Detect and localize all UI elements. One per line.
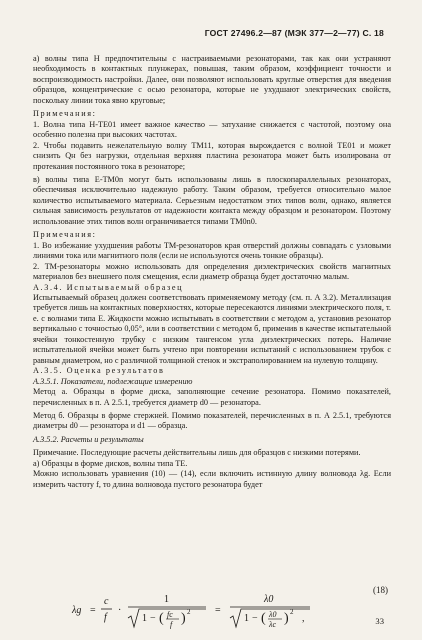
formula-minus-1: −	[150, 613, 156, 624]
formula-square-1: 2	[187, 608, 191, 616]
formula-paren-open-2: (	[261, 611, 266, 626]
page-number: 33	[375, 616, 384, 626]
section-a-3-5-heading: А.3.5. Оценка результатов	[33, 366, 165, 376]
formula-eq1: =	[90, 605, 96, 616]
formula-f-b: f	[170, 620, 173, 629]
note-1-2: 2. Чтобы подавить нежелательную волну ТМ11, которая вырождается с волной ТЕ01 и может снизить Qн без нагрузки, отдельная верхняя пластина резонатора может быть изолирована от протекания постоянного тока в резонаторе;	[33, 140, 391, 171]
formula-paren-open-1: (	[159, 611, 164, 626]
formula-minus-2: −	[252, 613, 258, 624]
note-2-1: 1. Во избежание ухудшения работы ТМ-резонаторов края отверстий должны совпадать с узловыми линиями тока или магнитного поля (если не используются очень тонкие образцы).	[33, 240, 391, 261]
formula-lambda0: λ0	[264, 594, 274, 605]
method-a-text: Метод а. Образцы в форме диска, заполняющие сечение резонатора. Помимо показателей, перечисленных в п. А 2.5.1, требуется диаметр d0 — резонатора.	[33, 387, 391, 407]
section-a-3-4-body: Испытываемый образец должен соответствовать применяемому методу (см. п. А 3.2). Металлизация требуется лишь на контактных поверхностях, которые пересекаются линиями электрического поля, т. е. с волнами типа Е. Жидкости можно испытывать в соответствии с методом а, установив резонатор вертикально с точностью 0,05°, или в соответствии с методом б, применив в качестве испытательной ячейки тонкостенную трубку с низким тангенсом угла диэлектрических потерь. Наличие испытательной ячейки может быть учтено при повторении испытаний с использованием трубок с равным диаметром, но с различной толщиной стенок и экстраполированием на нулевую толщину.	[33, 292, 391, 365]
section-a-3-5-1-heading: А.3.5.1. Показатели, подлежащие измерению	[33, 376, 193, 386]
equation-intro: Можно использовать уравнения (10) — (14), если включить истинную длину волновода λg. Если измерить частоту f, то длина волновода пустого резонатора будет	[33, 469, 391, 489]
formula-c: c	[104, 596, 109, 607]
notes-heading-1: Примечания:	[33, 109, 97, 119]
formula-f: f	[104, 612, 107, 623]
formula-number: (18)	[373, 585, 388, 595]
note-2-2: 2. ТМ-резонаторы можно использовать для определения диэлектрических свойств магнитных материалов без внешнего поля смещения, если диаметр образца будет достаточно малым.	[33, 261, 391, 282]
formula-18	[70, 590, 388, 630]
page-header: ГОСТ 27496.2—87 (МЭК 377—2—77) С. 18	[204, 28, 384, 38]
note-1-1: 1. Волна типа Н-ТЕ01 имеет важное качество — затухание снижается с частотой, поэтому она особенно полезна при высоких частотах.	[33, 119, 391, 140]
formula-eq2: =	[215, 605, 221, 616]
disk-samples-text: а) Образцы в форме дисков, волны типа ТЕ.	[33, 458, 188, 468]
formula-lhs: λg	[72, 605, 82, 616]
section-a-3-5-2-heading: А.3.5.2. Расчеты и результаты	[33, 434, 144, 444]
formula-one-b: 1	[142, 613, 147, 624]
formula-dot: ·	[118, 605, 122, 616]
formula-paren-close-1: )	[181, 611, 186, 626]
formula-fc: fc	[167, 610, 173, 619]
formula-lambda0-b: λ0	[269, 610, 277, 619]
paragraph-b: в) волны типа Е-ТМ0n могут быть использованы лишь в плоскопараллельных резонаторах, обеспечивая исключительно надежную работу. Таким образом, требуется относительно малое количество испытываемого материала. Серьезным недостатком этих типов волн, однако, является сильная зависимость результатов от надежности контакта между образцом и резонатором. Поэтому использование этих типов волн ограничивается типами ТМ0n0.	[33, 174, 391, 226]
formula-one: 1	[164, 594, 169, 605]
formula-paren-close-2: )	[284, 611, 289, 626]
notes-heading-2: Примечания:	[33, 230, 97, 240]
formula-square-2: 2	[290, 608, 294, 616]
section-a-3-4-heading: А.3.4. Испытываемый образец	[33, 282, 184, 292]
calc-note: Примечание. Последующие расчеты действительны лишь для образцов с низкими потерями.	[33, 448, 361, 458]
method-b-text: Метод б. Образцы в форме стержней. Помимо показателей, перечисленных в п. А 2.5.1, требуются диаметры d0 — резонатора и d1 — образца.	[33, 410, 391, 431]
formula-one-c: 1	[244, 613, 249, 624]
formula-lambdac: λc	[269, 620, 277, 629]
paragraph-a: а) волны типа Н предпочтительны с настраиваемыми резонаторами, так как они устраняют необходимость в контактных плунжерах, повышая, таким образом, коэффициент точности и воспроизводимость настройки. Далее, они позволяют использовать круглые отверстия для введения образцов, концентрические с осью резонатора, которые не ухудшают электрических свойств, поскольку линии тока явно круговые;	[33, 54, 391, 105]
formula-comma: ,	[302, 613, 305, 624]
page-body	[33, 54, 391, 490]
